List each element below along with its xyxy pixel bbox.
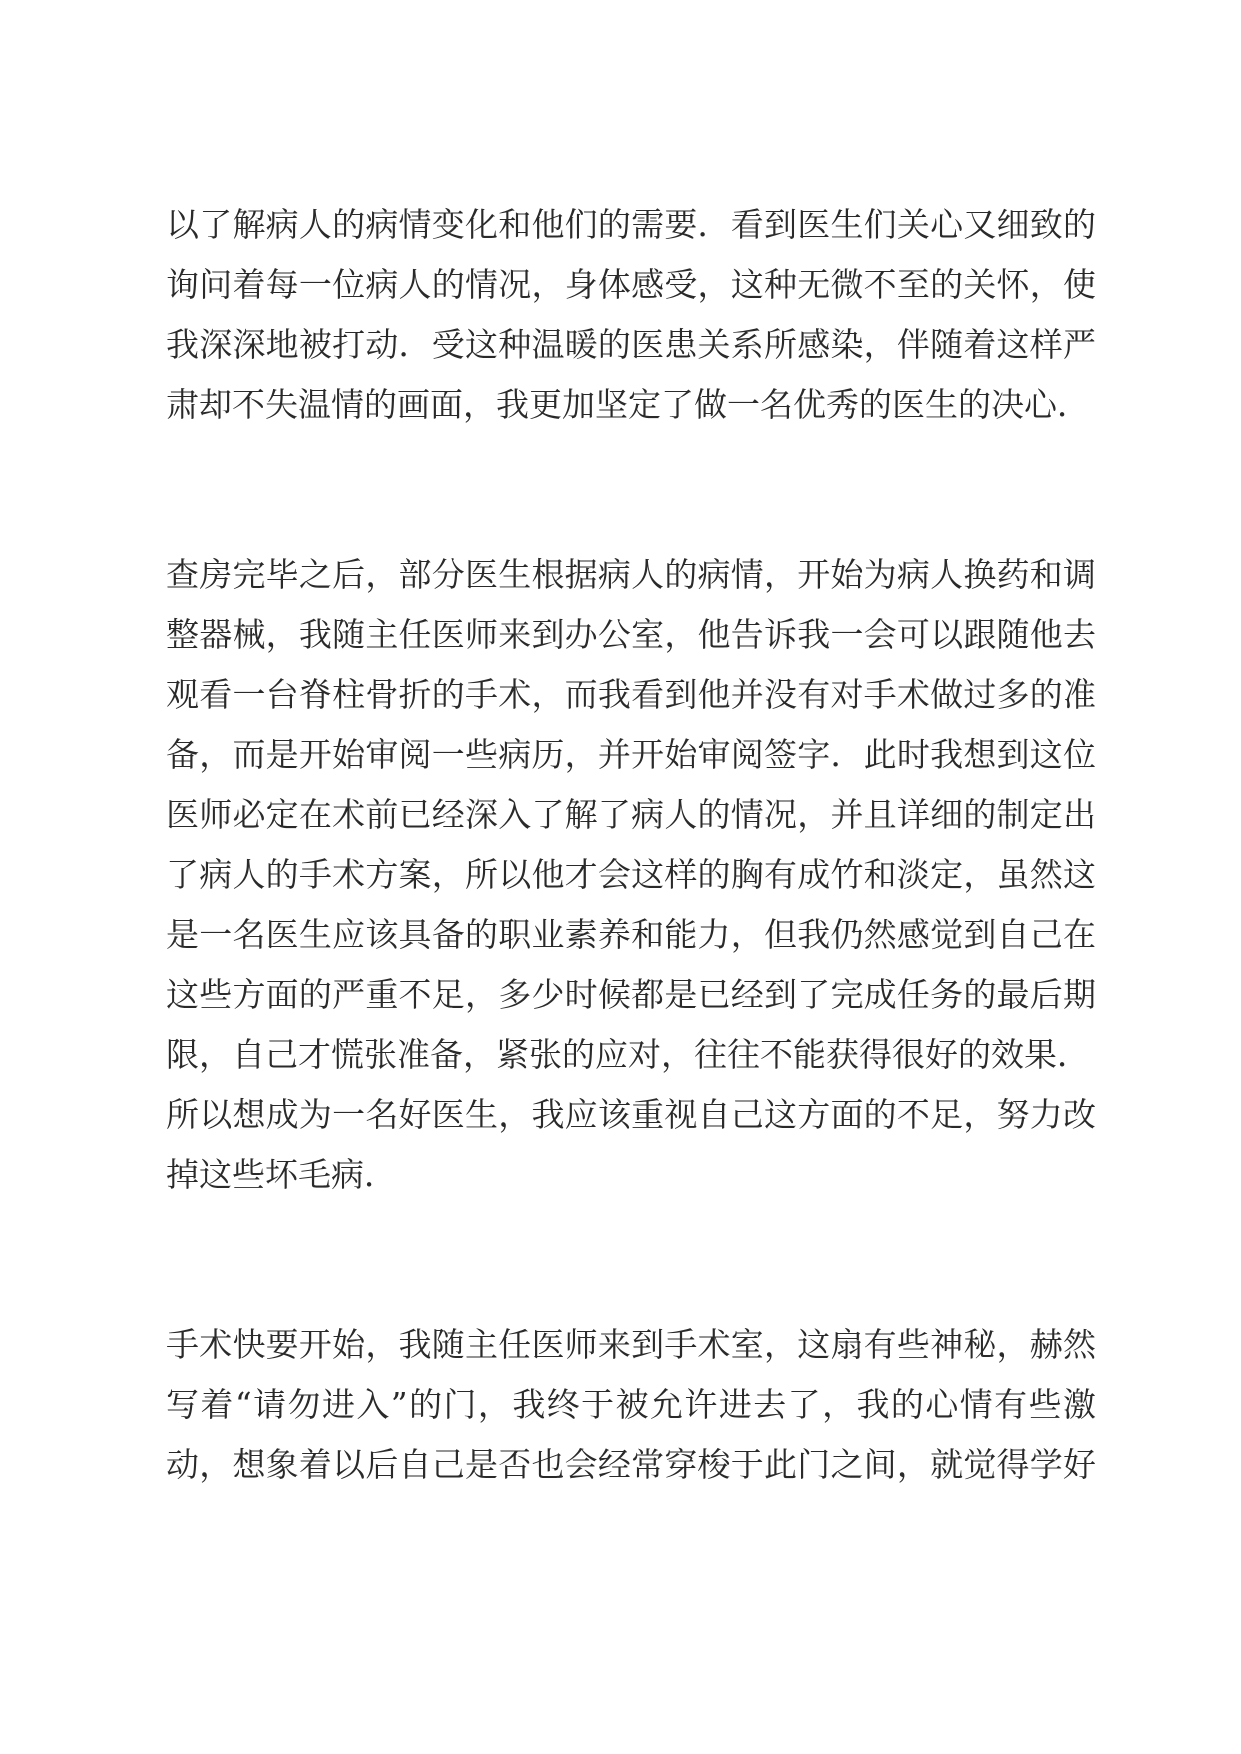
text-line: 整器械，我随主任医师来到办公室，他告诉我一会可以跟随他去 <box>166 615 1096 654</box>
text-line: 动，想象着以后自己是否也会经常穿梭于此门之间，就觉得学好 <box>166 1445 1096 1484</box>
text-line: 掉这些坏毛病． <box>166 1155 397 1194</box>
text-line: 限，自己才慌张准备，紧张的应对，往往不能获得很好的效果． <box>166 1035 1090 1074</box>
text-line: 肃却不失温情的画面，我更加坚定了做一名优秀的医生的决心． <box>166 385 1090 424</box>
text-line: 了病人的手术方案，所以他才会这样的胸有成竹和淡定，虽然这 <box>166 855 1096 894</box>
text-line: 以了解病人的病情变化和他们的需要．看到医生们关心又细致的 <box>166 205 1096 244</box>
text-line: 观看一台脊柱骨折的手术，而我看到他并没有对手术做过多的准 <box>166 675 1096 714</box>
text-line: 医师必定在术前已经深入了解了病人的情况，并且详细的制定出 <box>166 795 1096 834</box>
text-line: 查房完毕之后，部分医生根据病人的病情，开始为病人换药和调 <box>166 555 1096 594</box>
text-line: 所以想成为一名好医生，我应该重视自己这方面的不足，努力改 <box>166 1095 1096 1134</box>
text-line: 手术快要开始，我随主任医师来到手术室，这扇有些神秘，赫然 <box>166 1325 1096 1364</box>
text-line: 备，而是开始审阅一些病历，并开始审阅签字．此时我想到这位 <box>166 735 1096 774</box>
text-line: 这些方面的严重不足，多少时候都是已经到了完成任务的最后期 <box>166 975 1096 1014</box>
text-line: 是一名医生应该具备的职业素养和能力，但我仍然感觉到自己在 <box>166 915 1096 954</box>
text-line: 写着“请勿进入”的门，我终于被允许进去了，我的心情有些激 <box>166 1385 1096 1424</box>
text-line: 询问着每一位病人的情况，身体感受，这种无微不至的关怀，使 <box>166 265 1096 304</box>
text-line: 我深深地被打动．受这种温暖的医患关系所感染，伴随着这样严 <box>166 325 1096 364</box>
